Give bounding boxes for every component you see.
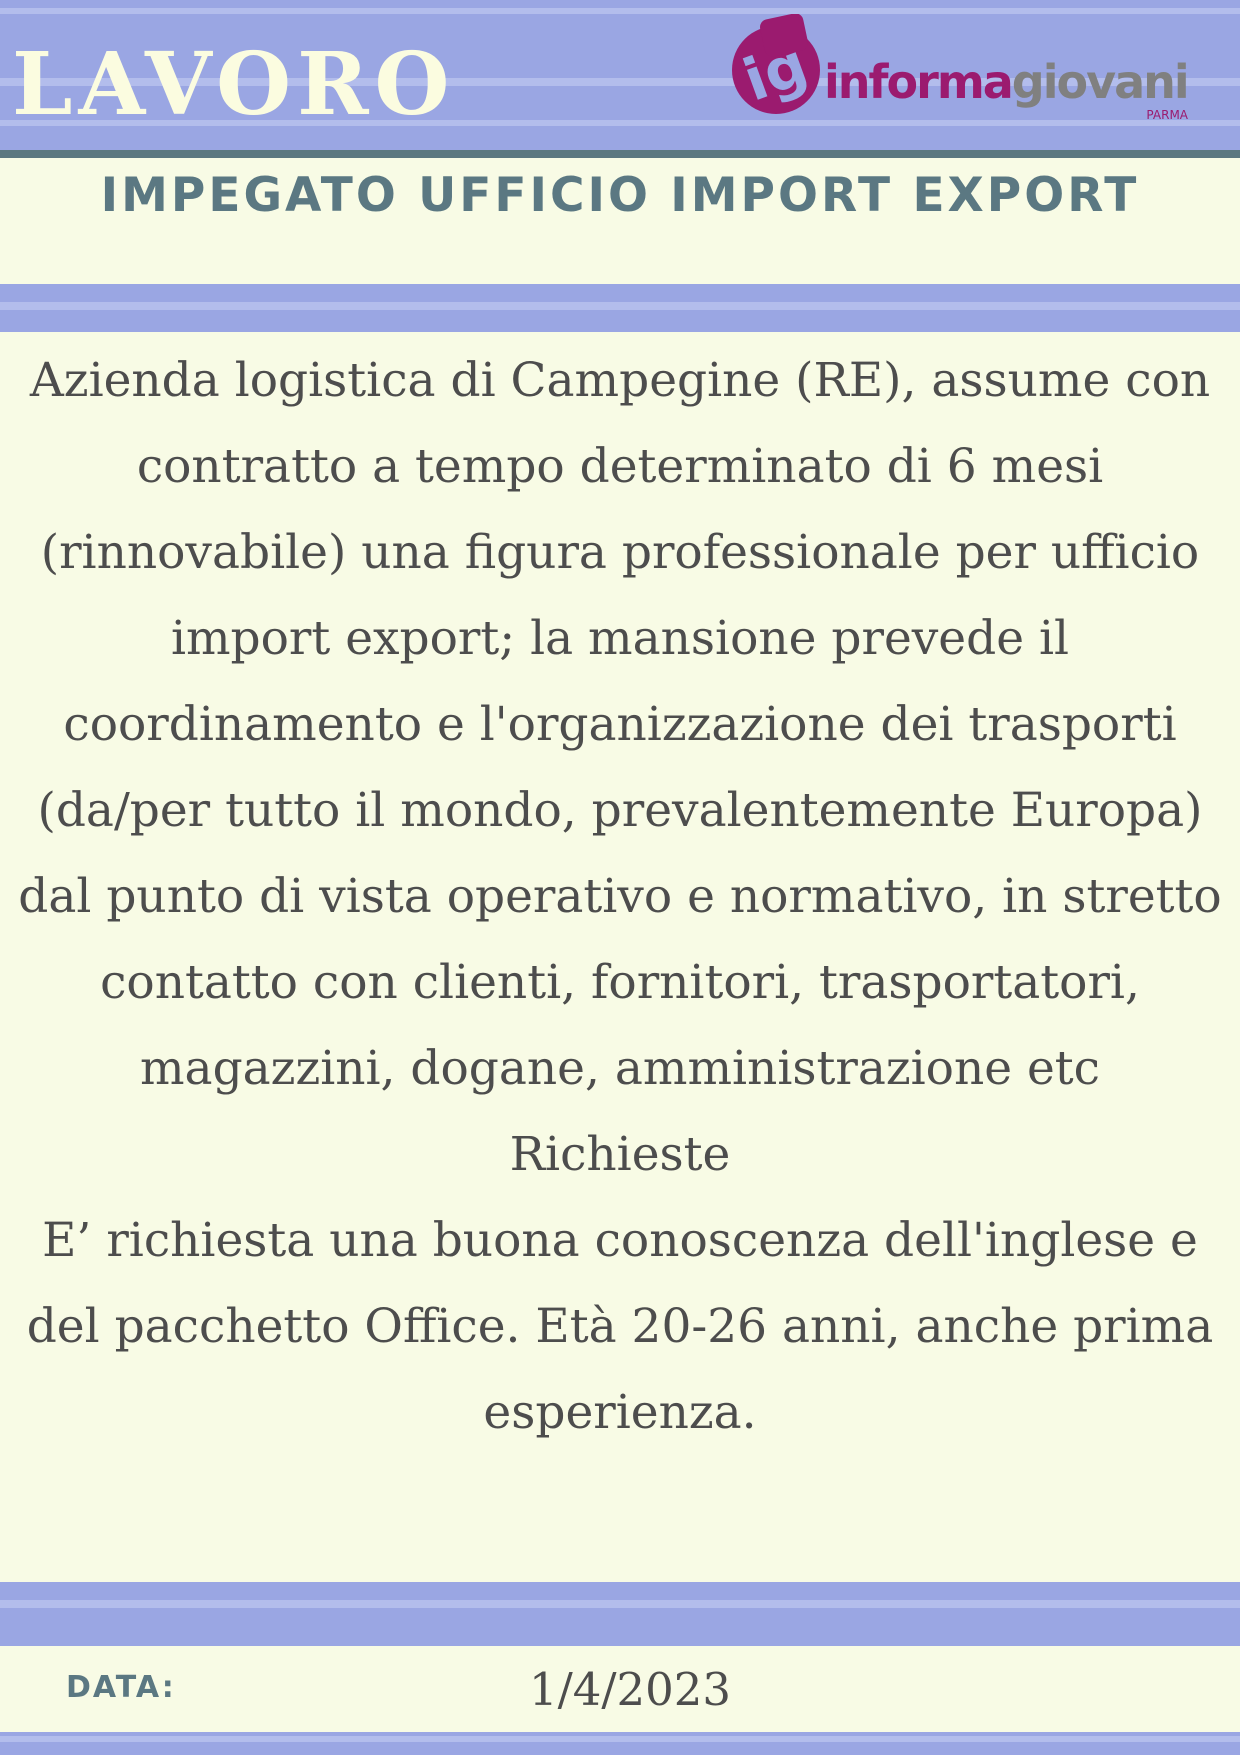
requirements-heading: Richieste: [509, 1127, 731, 1182]
date-value: 1/4/2023: [528, 1663, 732, 1716]
logo-city: PARMA: [1146, 108, 1188, 122]
logo-wordmark-giovani: giovani: [1011, 55, 1188, 109]
logo-wordmark: [824, 55, 1188, 109]
header-rule: [0, 150, 1240, 158]
requirements-paragraph: E’ richiesta una buona conoscenza dell'inglese e del pacchetto Office. Età 20-26 anni, anche prima esperienza.: [26, 1213, 1214, 1440]
bottom-stripe: [0, 1736, 1240, 1742]
bottom-band: [0, 1732, 1240, 1755]
footer-stripe: [0, 1600, 1240, 1608]
ig-logo-mark: [726, 14, 826, 122]
logo-wordmark-informa: informa: [824, 55, 1012, 109]
divider-stripe: [0, 302, 1240, 310]
header-band: [0, 0, 1240, 150]
date-label: DATA:: [66, 1670, 176, 1705]
title-divider-band: [0, 284, 1240, 332]
section-label: LAVORO: [12, 34, 456, 135]
logo-mark-text: ig: [734, 29, 816, 115]
job-description: [10, 338, 1230, 1456]
description-paragraph: Azienda logistica di Campegine (RE), assume con contratto a tempo determinato di 6 mesi (rinnovabile) una figura professionale per ufficio import export; la mansione prevede il coordinamento e l'organizzazione dei trasporti (da/per tutto il mondo, prevalentemente Europa) dal punto di vista operativo e normativo, in stretto contatto con clienti, fornitori, trasportatori, magazzini, dogane, amministrazione etc: [18, 353, 1222, 1096]
informagiovani-logo: [726, 14, 1196, 126]
job-title: IMPEGATO UFFICIO IMPORT EXPORT: [100, 168, 1140, 223]
footer-band: [0, 1582, 1240, 1646]
